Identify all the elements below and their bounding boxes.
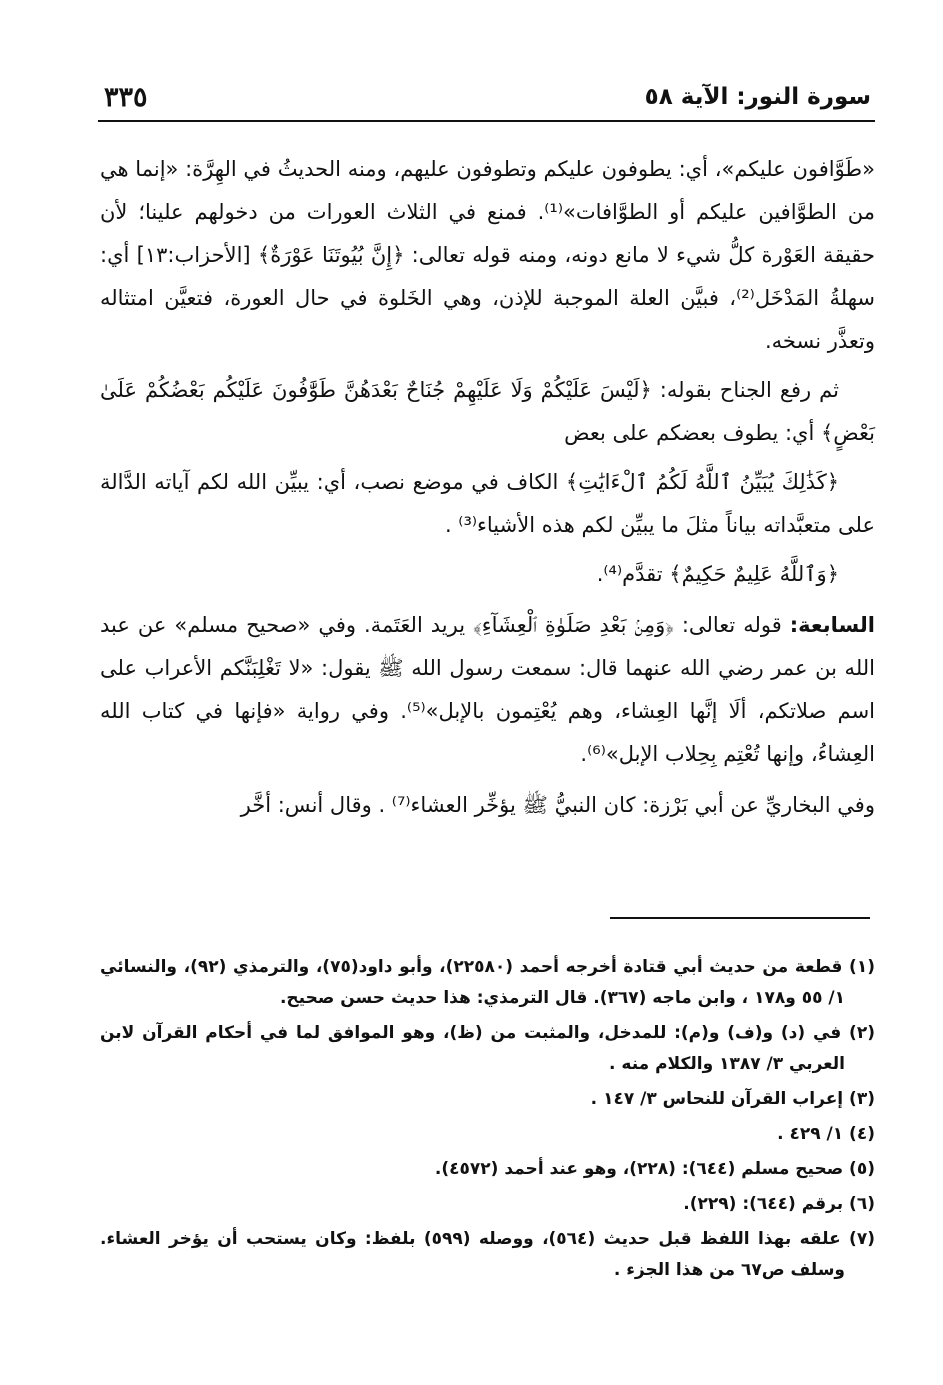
- footnote-1: (١) قطعة من حديث أبي قتادة أخرجه أحمد (٢٢٥٨٠)، وأبو داود(٧٥)، والترمذي (٩٢)، والنسائي ١/ ٥٥ و١٧٨ ، وابن ماجه (٣٦٧). قال الترمذي: هذا حديث حسن صحيح.: [100, 957, 875, 1008]
- paragraph-2: ثم رفع الجناح بقوله: ﴿لَيْسَ عَلَيْكُمْ وَلَا عَلَيْهِمْ جُنَاحٌ بَعْدَهُنَّ طَوَّٰفُونَ عَلَيْكُم بَعْضُكُمْ عَلَىٰ بَعْضٍ﴾ أي: يطوف بعضكم على بعض: [100, 378, 875, 445]
- running-title: سورة النور: الآية ٥٨: [644, 84, 871, 110]
- footnote-7: (٧) علقه بهذا اللفظ قبل حديث (٥٦٤)، ووصله (٥٩٩) بلفظ: وكان يستحب أن يؤخر العشاء. وسلف ص٦٧ من هذا الجزء .: [100, 1229, 875, 1280]
- main-text: [100, 148, 875, 827]
- page-number: ٣٣٥: [104, 82, 148, 113]
- footnote-3: (٣) إعراب القرآن للنحاس ٣/ ١٤٧ .: [590, 1089, 875, 1109]
- footnote-4: (٤) ١/ ٤٢٩ .: [777, 1124, 875, 1144]
- footnote-separator: [610, 917, 870, 919]
- paragraph-5-text: قوله تعالى: ﴿وَمِنۢ بَعْدِ صَلَوٰةِ ٱلْعِشَآءِ﴾ يريد العَتَمة. وفي «صحيح مسلم» عن عبد الله بن عمر رضي الله عنهما قال: سمعت رسول الله ﷺ يقول: «لا تَغْلِبَنَّكم الأعراب على اسم صلاتكم، ألَا إنَّها العِشاء، وهم يُعْتِمون بالإبل»⁽⁵⁾. وفي رواية «فإنها في كتاب الله العِشاءُ، وإنها تُعْتِم بِحِلاب الإبل»⁽⁶⁾.: [100, 613, 876, 766]
- footnote-6: (٦) برقم (٦٤٤): (٢٢٩).: [683, 1194, 875, 1214]
- paragraph-6: وفي البخاريِّ عن أبي بَرْزة: كان النبيُّ ﷺ يؤخِّر العشاء⁽⁷⁾ . وقال أنس: أخَّر: [240, 793, 875, 817]
- paragraph-4: ﴿وَٱللَّهُ عَلِيمٌ حَكِيمٌ﴾ تقدَّم⁽⁴⁾.: [596, 562, 839, 586]
- footnote-5: (٥) صحيح مسلم (٦٤٤): (٢٢٨)، وهو عند أحمد (٤٥٧٢).: [434, 1159, 875, 1179]
- paragraph-5: [100, 604, 875, 776]
- footnotes: [100, 952, 875, 1290]
- footnote-2: (٢) في (د) و(ف) و(م): للمدخل، والمثبت من (ظ)، وهو الموافق لما في أحكام القرآن لابن العربي ٣/ ١٣٨٧ والكلام منه .: [100, 1023, 875, 1074]
- section-term: السابعة:: [789, 613, 875, 637]
- paragraph-3: ﴿كَذَٰلِكَ يُبَيِّنُ ٱللَّهُ لَكُمُ ٱلْءَايَٰتِ﴾ الكاف في موضع نصب، أي: يبيِّن الله لكم آياته الدَّالة على متعبَّداته بياناً مثلَ ما يبيِّن لكم هذه الأشياء⁽³⁾ .: [100, 470, 875, 537]
- paragraph-1: «طَوَّافون عليكم»، أي: يطوفون عليكم وتطوفون عليهم، ومنه الحديثُ في الهِرَّة: «إنما هي من الطوَّافين عليكم أو الطوَّافات»⁽¹⁾. فمنع في الثلاث العورات من دخولهم علينا؛ لأن حقيقة العَوْرة كلُّ شيء لا مانع دونه، ومنه قوله تعالى: ﴿إِنَّ بُيُوتَنَا عَوْرَةٌ﴾ [الأحزاب:١٣] أي: سهلةُ المَدْخَل⁽²⁾، فبيَّن العلة الموجبة للإذن، وهي الخَلوة في حال العورة، فتعيَّن امتثاله وتعذَّر نسخه.: [100, 157, 876, 353]
- page-header: [98, 72, 875, 122]
